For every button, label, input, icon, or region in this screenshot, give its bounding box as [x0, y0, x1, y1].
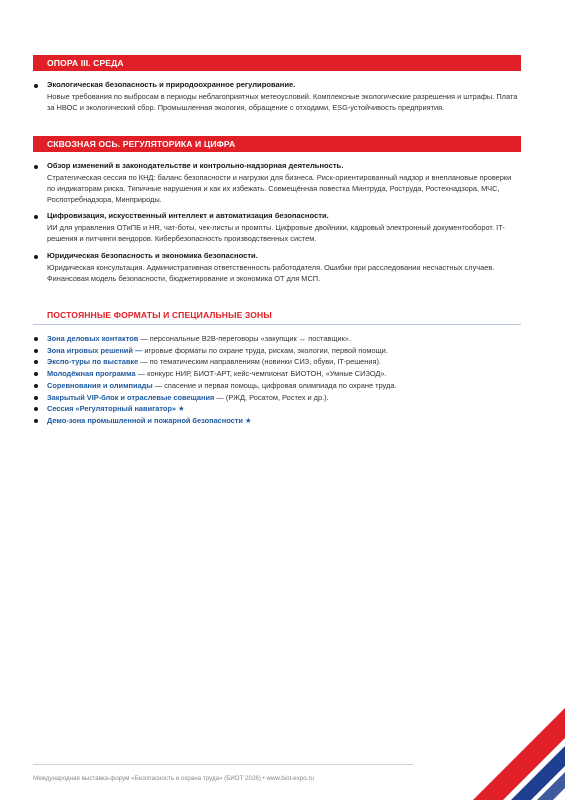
formats-divider: [33, 324, 521, 325]
bullet-icon: [34, 372, 38, 376]
format-name: Экспо-туры по выставке: [47, 357, 139, 367]
bullet-icon: [34, 407, 38, 411]
format-name: Закрытый VIP-блок и отраслевые совещания: [47, 392, 215, 402]
section-header-regulation: СКВОЗНАЯ ОСЬ. РЕГУЛЯТОРИКА И ЦИФРА: [33, 136, 521, 152]
format-item: [33, 380, 521, 392]
item-title: Экологическая безопасность и природоохранное регулирование.: [47, 80, 296, 89]
footer-text: Международная выставка-форум «Безопасность и охрана труда» (БИОТ 2026) • www.biot-expo.ru: [33, 775, 314, 782]
item-text: Новые требования по выбросам в периоды неблагоприятных метеоусловий. Комплексные экологические разрешения и штрафы. Плата за НВОС и экологический сбор. Промышленная экология, обращение с отходами, ESG-устойчивость предприятия.: [47, 92, 518, 112]
corner-stripes-decoration: [445, 680, 565, 800]
format-name: Молодёжная программа: [47, 369, 136, 379]
footer-divider: [33, 764, 413, 765]
format-item: [33, 356, 521, 368]
list-item: [33, 161, 521, 205]
item-title: Цифровизация, искусственный интеллект и автоматизация безопасности.: [47, 211, 329, 221]
bullet-icon: [34, 165, 38, 169]
format-item: [33, 368, 521, 380]
item-text: Стратегическая сессия по КНД: баланс безопасности и нагрузки для бизнеса. Риск-ориентированный надзор и внеплановые проверки по индикаторам риска. Типичные нарушения и как их избежать. Совмещённая повестка Минтруда, Роструда, Ростехнадзора, МЧС, Роспотребнадзора, Минприроды.: [47, 173, 512, 204]
format-item: [33, 392, 521, 404]
format-item: [33, 345, 521, 357]
format-name: Демо-зона промышленной и пожарной безопасности ★: [47, 415, 252, 425]
bullet-icon: [34, 360, 38, 364]
format-desc: — спасение и первая помощь, цифровая олимпиада по охране труда.: [152, 380, 397, 390]
format-desc: — персональные B2B-переговоры «закупщик ↔ поставщик».: [138, 334, 351, 343]
list-item: [33, 211, 521, 245]
list-item: [33, 80, 521, 114]
format-desc: игровые форматы по охране труда, рискам, экологии, первой помощи.: [142, 345, 388, 355]
section-environment-list: [33, 80, 521, 120]
bullet-icon: [34, 396, 38, 400]
bullet-icon: [34, 255, 38, 259]
format-desc: — (РЖД, Росатом, Ростех и др.).: [214, 392, 329, 402]
format-item: [33, 415, 521, 427]
section-header-environment: ОПОРА III. СРЕДА: [33, 55, 521, 71]
format-item: [33, 403, 521, 415]
bullet-icon: [34, 337, 38, 341]
item-title: Юридическая безопасность и экономика безопасности.: [47, 250, 258, 260]
formats-heading: ПОСТОЯННЫЕ ФОРМАТЫ И СПЕЦИАЛЬНЫЕ ЗОНЫ: [47, 310, 272, 320]
list-item: [33, 251, 521, 285]
format-name: Соревнования и олимпиады: [47, 380, 153, 390]
format-desc: — по тематическим направлениям (новинки СИЗ, обуви, IT-решения).: [138, 357, 381, 367]
item-text: ИИ для управления ОТиПБ и HR, чат-боты, чек-листы и промпты. Цифровые двойники, кадровый электронный документооборот. IT-решения и питчинги вендоров. Кибербезопасность производственных систем.: [47, 223, 505, 244]
bullet-icon: [34, 215, 38, 219]
format-desc: — конкурс НИР, БИОТ-АРТ, кейс-чемпионат БИОТОН, «Умные СИЗОД».: [135, 369, 387, 379]
bullet-icon: [34, 349, 38, 353]
format-name: Сессия «Регуляторный навигатор» ★: [47, 404, 185, 414]
bullet-icon: [34, 384, 38, 388]
item-text: Юридическая консультация. Административная ответственность работодателя. Ошибки при расследовании несчастных случаев. Финансовая модель безопасности, бюджетирование и экономика ОТ для МСП.: [47, 262, 495, 283]
formats-list: [33, 333, 521, 427]
bullet-icon: [34, 84, 38, 88]
item-title: Обзор изменений в законодательстве и контрольно-надзорная деятельность.: [47, 161, 344, 170]
format-name: Зона деловых контактов: [47, 334, 139, 343]
format-name: Зона игровых решений —: [47, 345, 143, 355]
bullet-icon: [34, 419, 38, 423]
format-item: [33, 333, 521, 345]
section-regulation-list: [33, 161, 521, 291]
